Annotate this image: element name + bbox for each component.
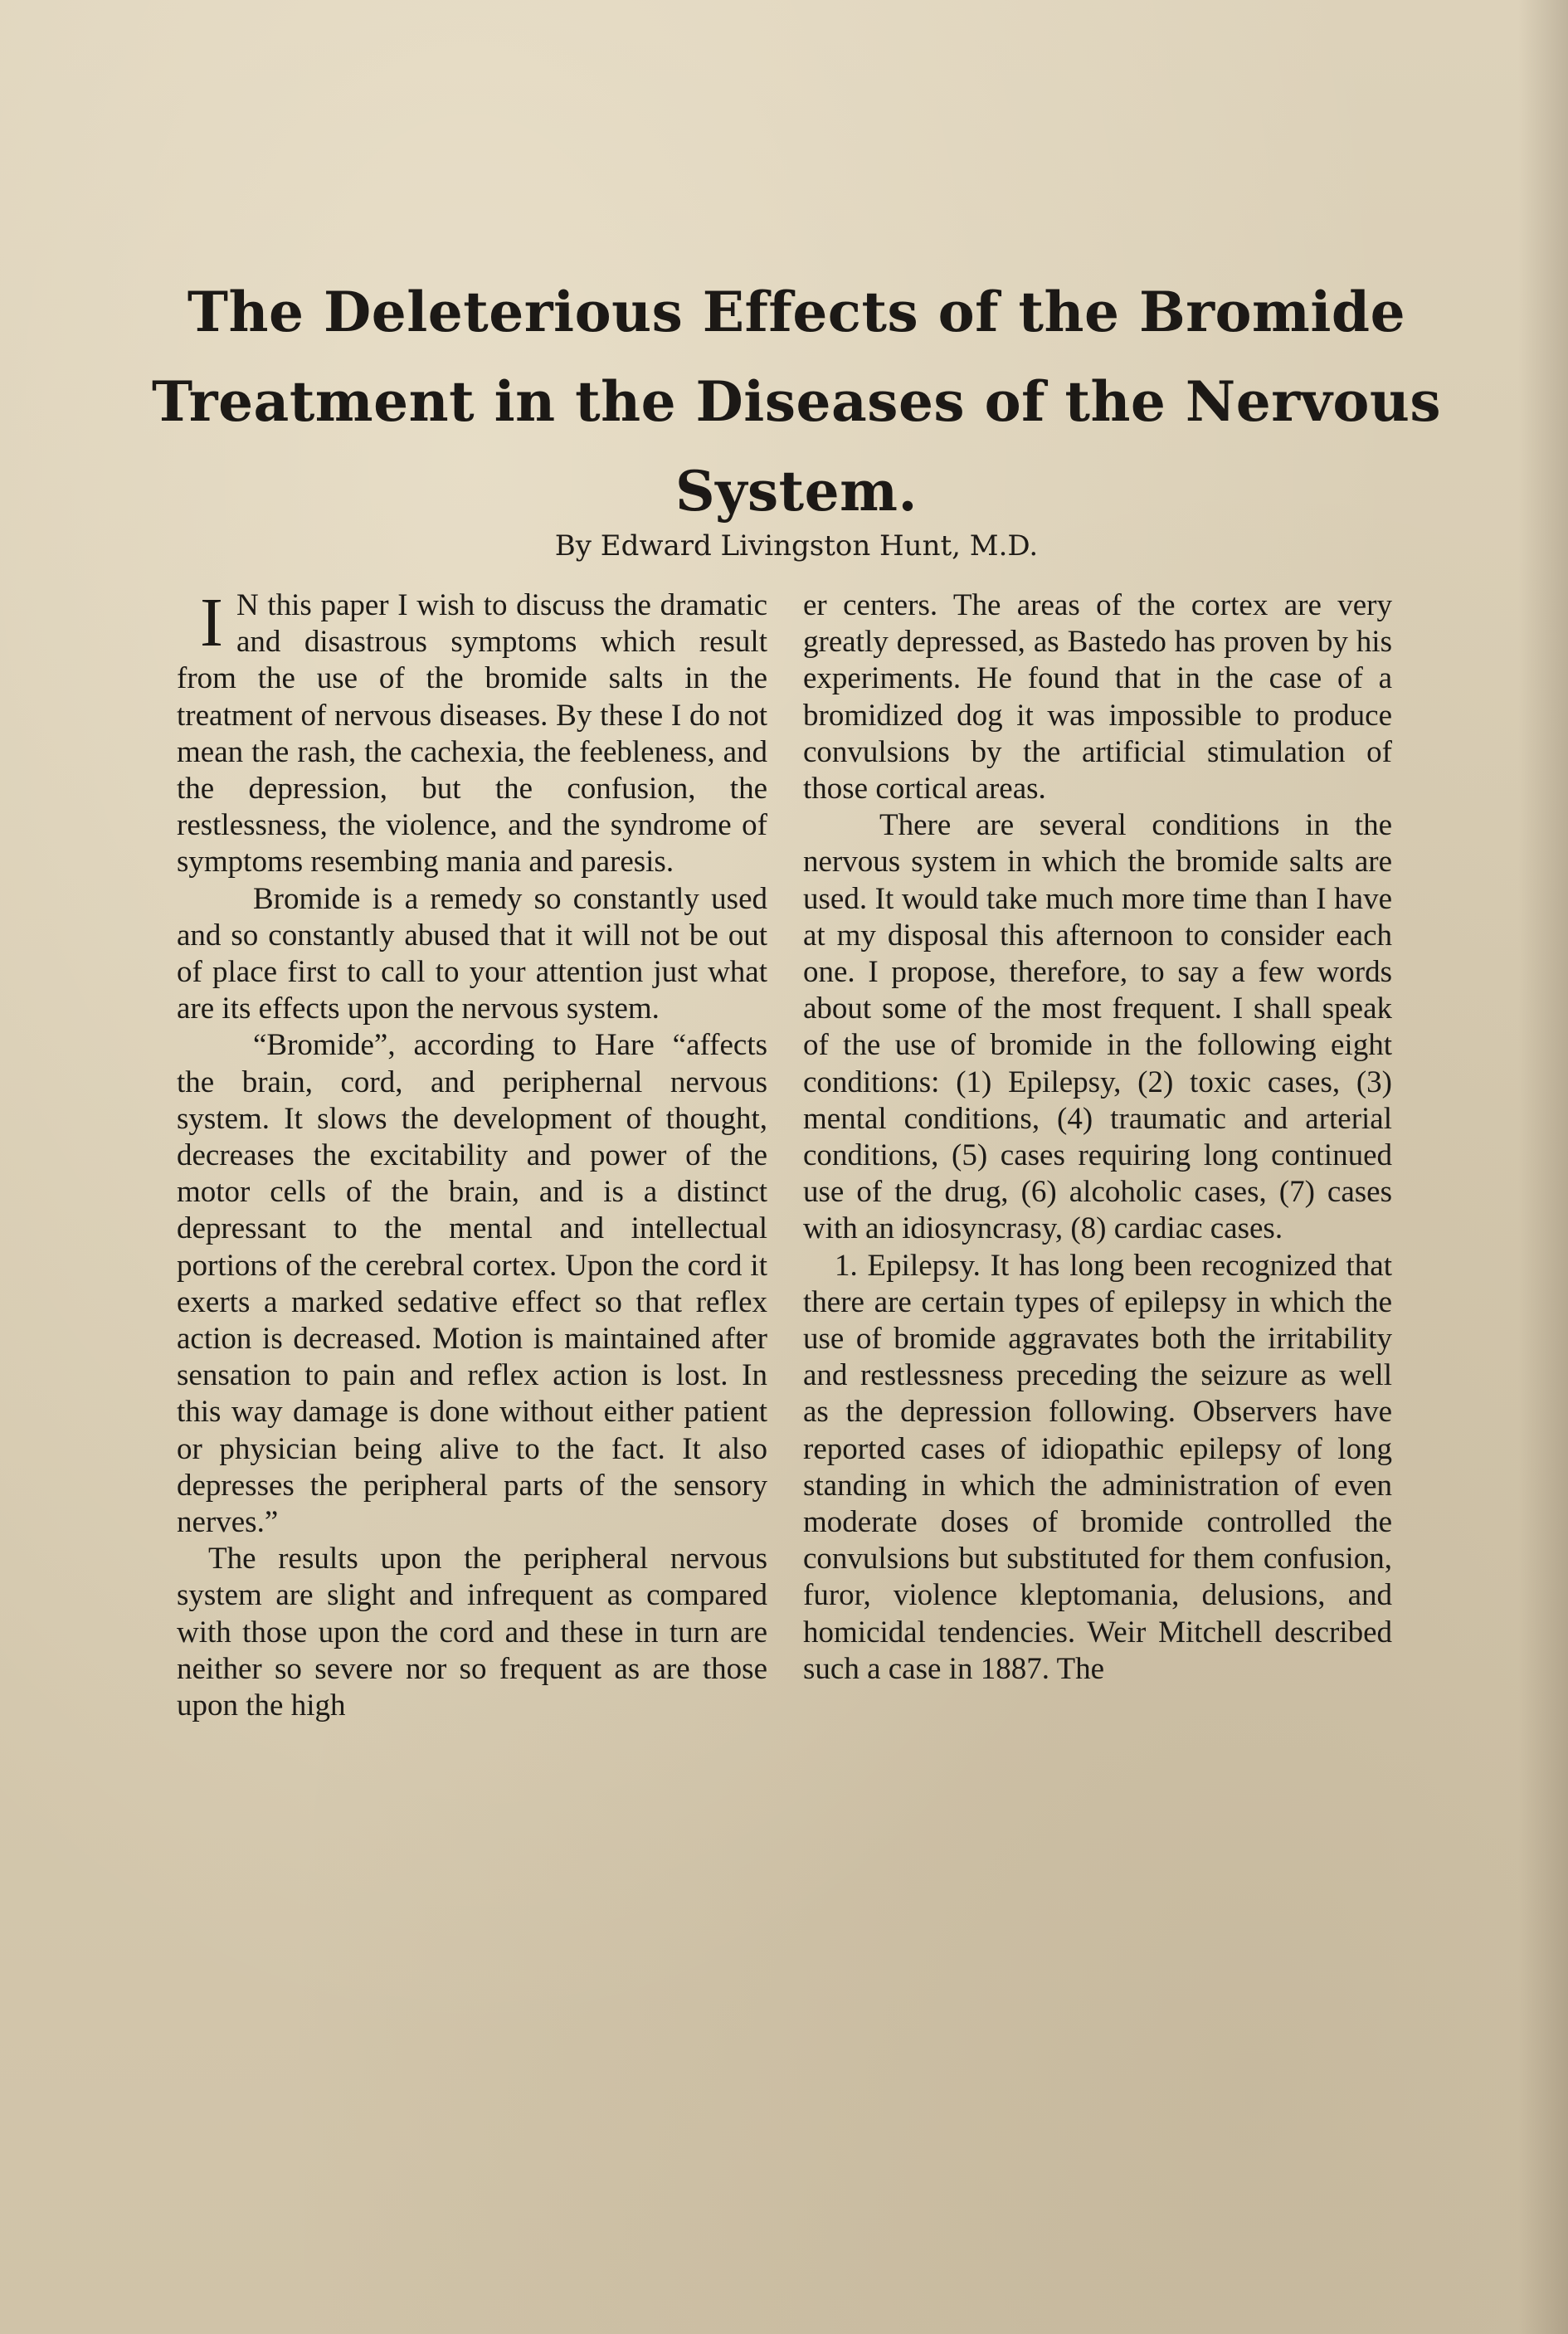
paragraph: There are several conditions in the nervous system in which the bromide salts are used. It would take much more time than I have at my disposal this afternoon to consider each one. I propose, therefore, to say a few words about some of the most frequent. I shall speak of the use of bromide in the following eight conditions: (1) Epilepsy, (2) toxic cases, (3) mental conditions, (4) traumatic and arterial conditions, (5) cases requiring long continued use of the drug, (6) alcoholic cases, (7) cases with an idiosyncrasy, (8) cardiac cases.	[803, 808, 1392, 1246]
left-column	[177, 584, 767, 1724]
drop-cap: I	[200, 584, 223, 661]
paragraph	[177, 584, 767, 881]
page-edge-shadow	[1518, 0, 1568, 2334]
paragraph: The results upon the peripheral nervous system are slight and infrequent as compared with those upon the cord and these in turn are neither so severe nor so frequent as are those upon the high	[177, 1542, 767, 1723]
paragraph: 1. Epilepsy. It has long been recognized that there are certain types of epilepsy in which the use of bromide aggravates both the irritability and restlessness preceding the seizure as well as the depression following. Observers have reported cases of idiopathic epilepsy of long standing in which the administration of even moderate doses of bromide controlled the convulsions but substituted for them confusion, furor, violence kleptomania, delusions, and homicidal tendencies. Weir Mitchell described such a case in 1887. The	[803, 1248, 1392, 1686]
paragraph: er centers. The areas of the cortex are very greatly depressed, as Bastedo has proven by his experiments. He found that in the case of a bromidized dog it was impossible to produce convulsions by the artificial stimulation of those cortical areas.	[803, 588, 1392, 806]
article-byline: By Edward Livingston Hunt, M.D.	[554, 529, 1039, 563]
paragraph-text: N this paper I wish to discuss the dramatic and disastrous symptoms which result from the use of the bromide salts in the treatment of nervous diseases. By these I do not mean the rash, the cachexia, the feebleness, and the depression, but the confusion, the restlessness, the violence, and the syndrome of symptoms resembing mania and paresis.	[177, 588, 767, 880]
article-title: The Deleterious Effects of the Bromide Treatment in the Diseases of the Nervous System.	[151, 280, 1442, 524]
paragraph: “Bromide”, according to Hare “affects the brain, cord, and periphernal nervous system. It slows the development of thought, decreases the excitability and power of the motor cells of the brain, and is a distinct depressant to the mental and intellectual portions of the cerebral cortex. Upon the cord it exerts a marked sedative effect so that reflex action is decreased. Motion is maintained after sensation to pain and reflex action is lost. In this way damage is done without either patient or physician being alive to the fact. It also depresses the peripheral parts of the sensory nerves.”	[177, 1028, 767, 1540]
paragraph: Bromide is a remedy so constantly used and so constantly abused that it will not be out of place first to call to your attention just what are its effects upon the nervous system.	[177, 881, 767, 1026]
right-column	[803, 587, 1392, 1688]
